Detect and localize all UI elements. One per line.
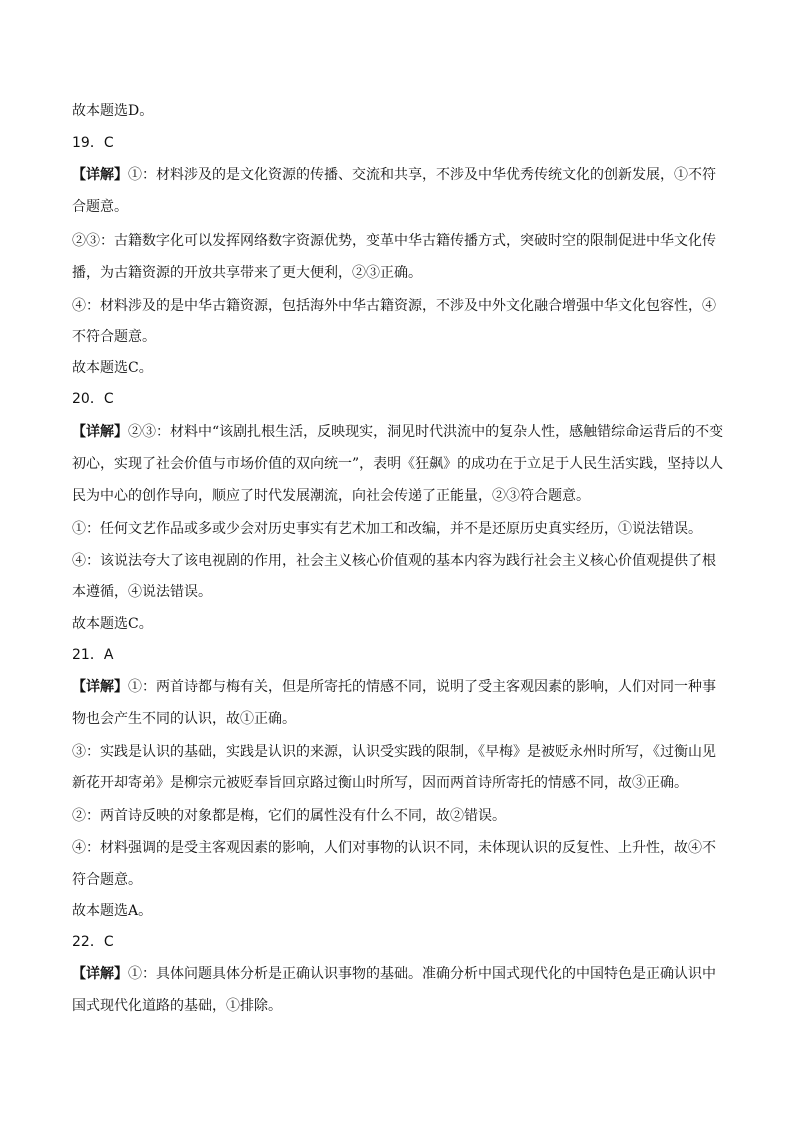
explanation-line: ④：该说法夸大了该电视剧的作用，社会主义核心价值观的基本内容为践行社会主义核心价值观提供了根 bbox=[72, 553, 716, 569]
question-number: 20．C bbox=[72, 391, 114, 407]
explanation-line: 新花开却寄弟》是柳宗元被贬奉旨回京路过衡山时所写，因而两首诗所寄托的情感不同，故③正确。 bbox=[72, 775, 688, 791]
explanation-line: 初心，实现了社会价值与市场价值的双向统一”，表明《狂飙》的成功在于立足于人民生活实践，坚持以人 bbox=[72, 456, 724, 472]
explanation-line bbox=[72, 165, 724, 185]
answer-conclusion: 故本题选C。 bbox=[72, 360, 153, 376]
answer-conclusion: 故本题选C。 bbox=[72, 616, 153, 632]
explanation-text: ①：两首诗都与梅有关，但是所寄托的情感不同，说明了受主客观因素的影响，人们对同一种事 bbox=[128, 679, 716, 695]
question-number: 21．A bbox=[72, 647, 114, 663]
explanation-line: ②③：古籍数字化可以发挥网络数字资源优势，变革中华古籍传播方式，突破时空的限制促进中华文化传 bbox=[72, 233, 716, 249]
detail-label: 【详解】 bbox=[72, 424, 128, 440]
explanation-line: 国式现代化道路的基础，①排除。 bbox=[72, 998, 282, 1014]
detail-label: 【详解】 bbox=[72, 167, 128, 183]
explanation-line: ④：材料涉及的是中华古籍资源，包括海外中华古籍资源，不涉及中外文化融合增强中华文化包容性，④ bbox=[72, 298, 716, 314]
explanation-line: 物也会产生不同的认识，故①正确。 bbox=[72, 711, 296, 727]
question-number: 19．C bbox=[72, 135, 114, 151]
detail-label: 【详解】 bbox=[72, 966, 128, 982]
question-number: 22．C bbox=[72, 934, 114, 950]
explanation-line bbox=[72, 964, 724, 984]
explanation-line: ④：材料强调的是受主客观因素的影响，人们对事物的认识不同，未体现认识的反复性、上升性，故④不 bbox=[72, 840, 716, 856]
explanation-line: 播，为古籍资源的开放共享带来了更大便利，②③正确。 bbox=[72, 265, 422, 281]
explanation-line: 符合题意。 bbox=[72, 872, 142, 888]
detail-label: 【详解】 bbox=[72, 679, 128, 695]
answer-conclusion: 故本题选D。 bbox=[72, 103, 154, 119]
explanation-line: 合题意。 bbox=[72, 199, 128, 215]
explanation-text: ②③：材料中“该剧扎根生活，反映现实，洞见时代洪流中的复杂人性，感触错综命运背后的不变 bbox=[128, 424, 724, 440]
explanation-line: 不符合题意。 bbox=[72, 329, 156, 345]
explanation-line bbox=[72, 677, 724, 697]
answer-conclusion: 故本题选A。 bbox=[72, 903, 153, 919]
explanation-line: ②：两首诗反映的对象都是梅，它们的属性没有什么不同，故②错误。 bbox=[72, 808, 506, 824]
explanation-line: 本遵循，④说法错误。 bbox=[72, 584, 212, 600]
explanation-text: ①：具体问题具体分析是正确认识事物的基础。准确分析中国式现代化的中国特色是正确认识中 bbox=[128, 966, 716, 982]
explanation-line: ③：实践是认识的基础，实践是认识的来源，认识受实践的限制，《早梅》是被贬永州时所写，《过衡山见 bbox=[72, 744, 716, 760]
explanation-line: 民为中心的创作导向，顺应了时代发展潮流，向社会传递了正能量，②③符合题意。 bbox=[72, 488, 590, 504]
explanation-text: ①：材料涉及的是文化资源的传播、交流和共享，不涉及中华优秀传统文化的创新发展，①不符 bbox=[128, 167, 716, 183]
explanation-line bbox=[72, 422, 724, 442]
explanation-line: ①：任何文艺作品或多或少会对历史事实有艺术加工和改编，并不是还原历史真实经历，①说法错误。 bbox=[72, 521, 702, 537]
